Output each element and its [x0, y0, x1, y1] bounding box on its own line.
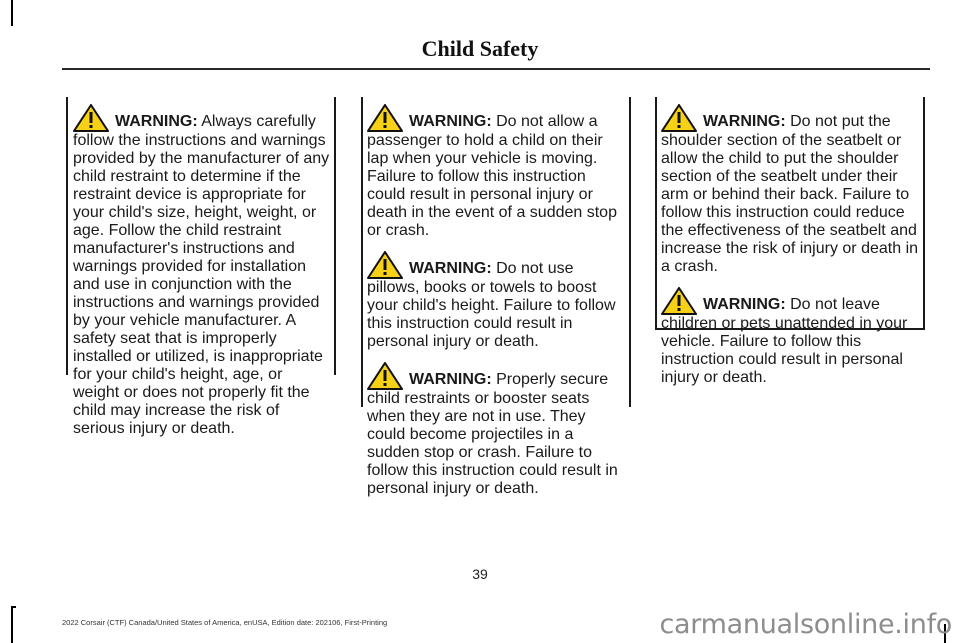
footer-edition-text: 2022 Corsair (CTF) Canada/United States of America, enUSA, Edition date: 202106, First-Printing — [62, 618, 388, 627]
warning-text: Always carefully follow the instructions and warnings provided by the manufacturer of any child restraint to determine if the restraint device is appropriate for your child's size, height, weight, or age. Follow the child restraint manufacturer's instructions and warnings provided for installation and use in conjunction with the instructions and warnings provided by your vehicle manufacturer. A safety seat that is improperly installed or utilized, is inappropriate for your child's height, age, or weight or does not properly fit the child may increase the risk of serious injury or death. — [73, 113, 330, 437]
warning-block — [363, 251, 629, 351]
warning-text: Do not put the shoulder section of the seatbelt or allow the child to put the shoulder section of the seatbelt under their arm or behind their back. Failure to follow this instruction could reduce the effectiveness of the seatbelt and increase the risk of injury or death in a crash. — [661, 113, 919, 275]
warning-text: Properly secure child restraints or booster seats when they are not in use. They could become projectiles in a sudden stop or crash. Failure to follow this instruction could result in personal injury or death. — [367, 371, 618, 497]
header-divider — [62, 68, 930, 70]
warning-label: WARNING: — [409, 113, 492, 130]
crop-mark-bottom-left-vertical — [11, 606, 13, 643]
warning-triangle-icon — [661, 287, 697, 315]
warning-triangle-icon — [661, 104, 697, 132]
warning-text: Do not leave children or pets unattended in your vehicle. Failure to follow this instruction could result in personal injury or death. — [661, 296, 908, 386]
page-title: Child Safety — [421, 36, 539, 61]
warning-label: WARNING: — [703, 296, 786, 313]
warning-label: WARNING: — [115, 113, 198, 130]
warning-box-column-2 — [361, 97, 631, 497]
warning-label: WARNING: — [703, 113, 786, 130]
crop-mark-top-left — [11, 0, 13, 26]
warning-triangle-icon — [367, 362, 403, 390]
warning-block — [657, 104, 923, 276]
warning-triangle-icon — [367, 251, 403, 279]
crop-mark-bottom-left-horizontal — [11, 606, 16, 608]
warning-box-column-3 — [655, 97, 925, 386]
warning-block — [68, 104, 334, 438]
warning-box-column-1 — [66, 97, 336, 437]
warning-label: WARNING: — [409, 260, 492, 277]
warning-triangle-icon — [73, 104, 109, 132]
warning-block — [363, 104, 629, 240]
warning-block — [363, 362, 629, 498]
warning-triangle-icon — [367, 104, 403, 132]
watermark: carmanualsonline.info — [659, 609, 952, 640]
warning-text: Do not use pillows, books or towels to boost your child's height. Failure to follow this instruction could result in personal injury or death. — [367, 260, 616, 350]
page-number: 39 — [472, 566, 488, 582]
warning-text: Do not allow a passenger to hold a child on their lap when your vehicle is moving. Failure to follow this instruction could result in personal injury or death in the event of a sudden stop or crash. — [367, 113, 617, 239]
warning-block — [657, 287, 923, 387]
warning-label: WARNING: — [409, 371, 492, 388]
